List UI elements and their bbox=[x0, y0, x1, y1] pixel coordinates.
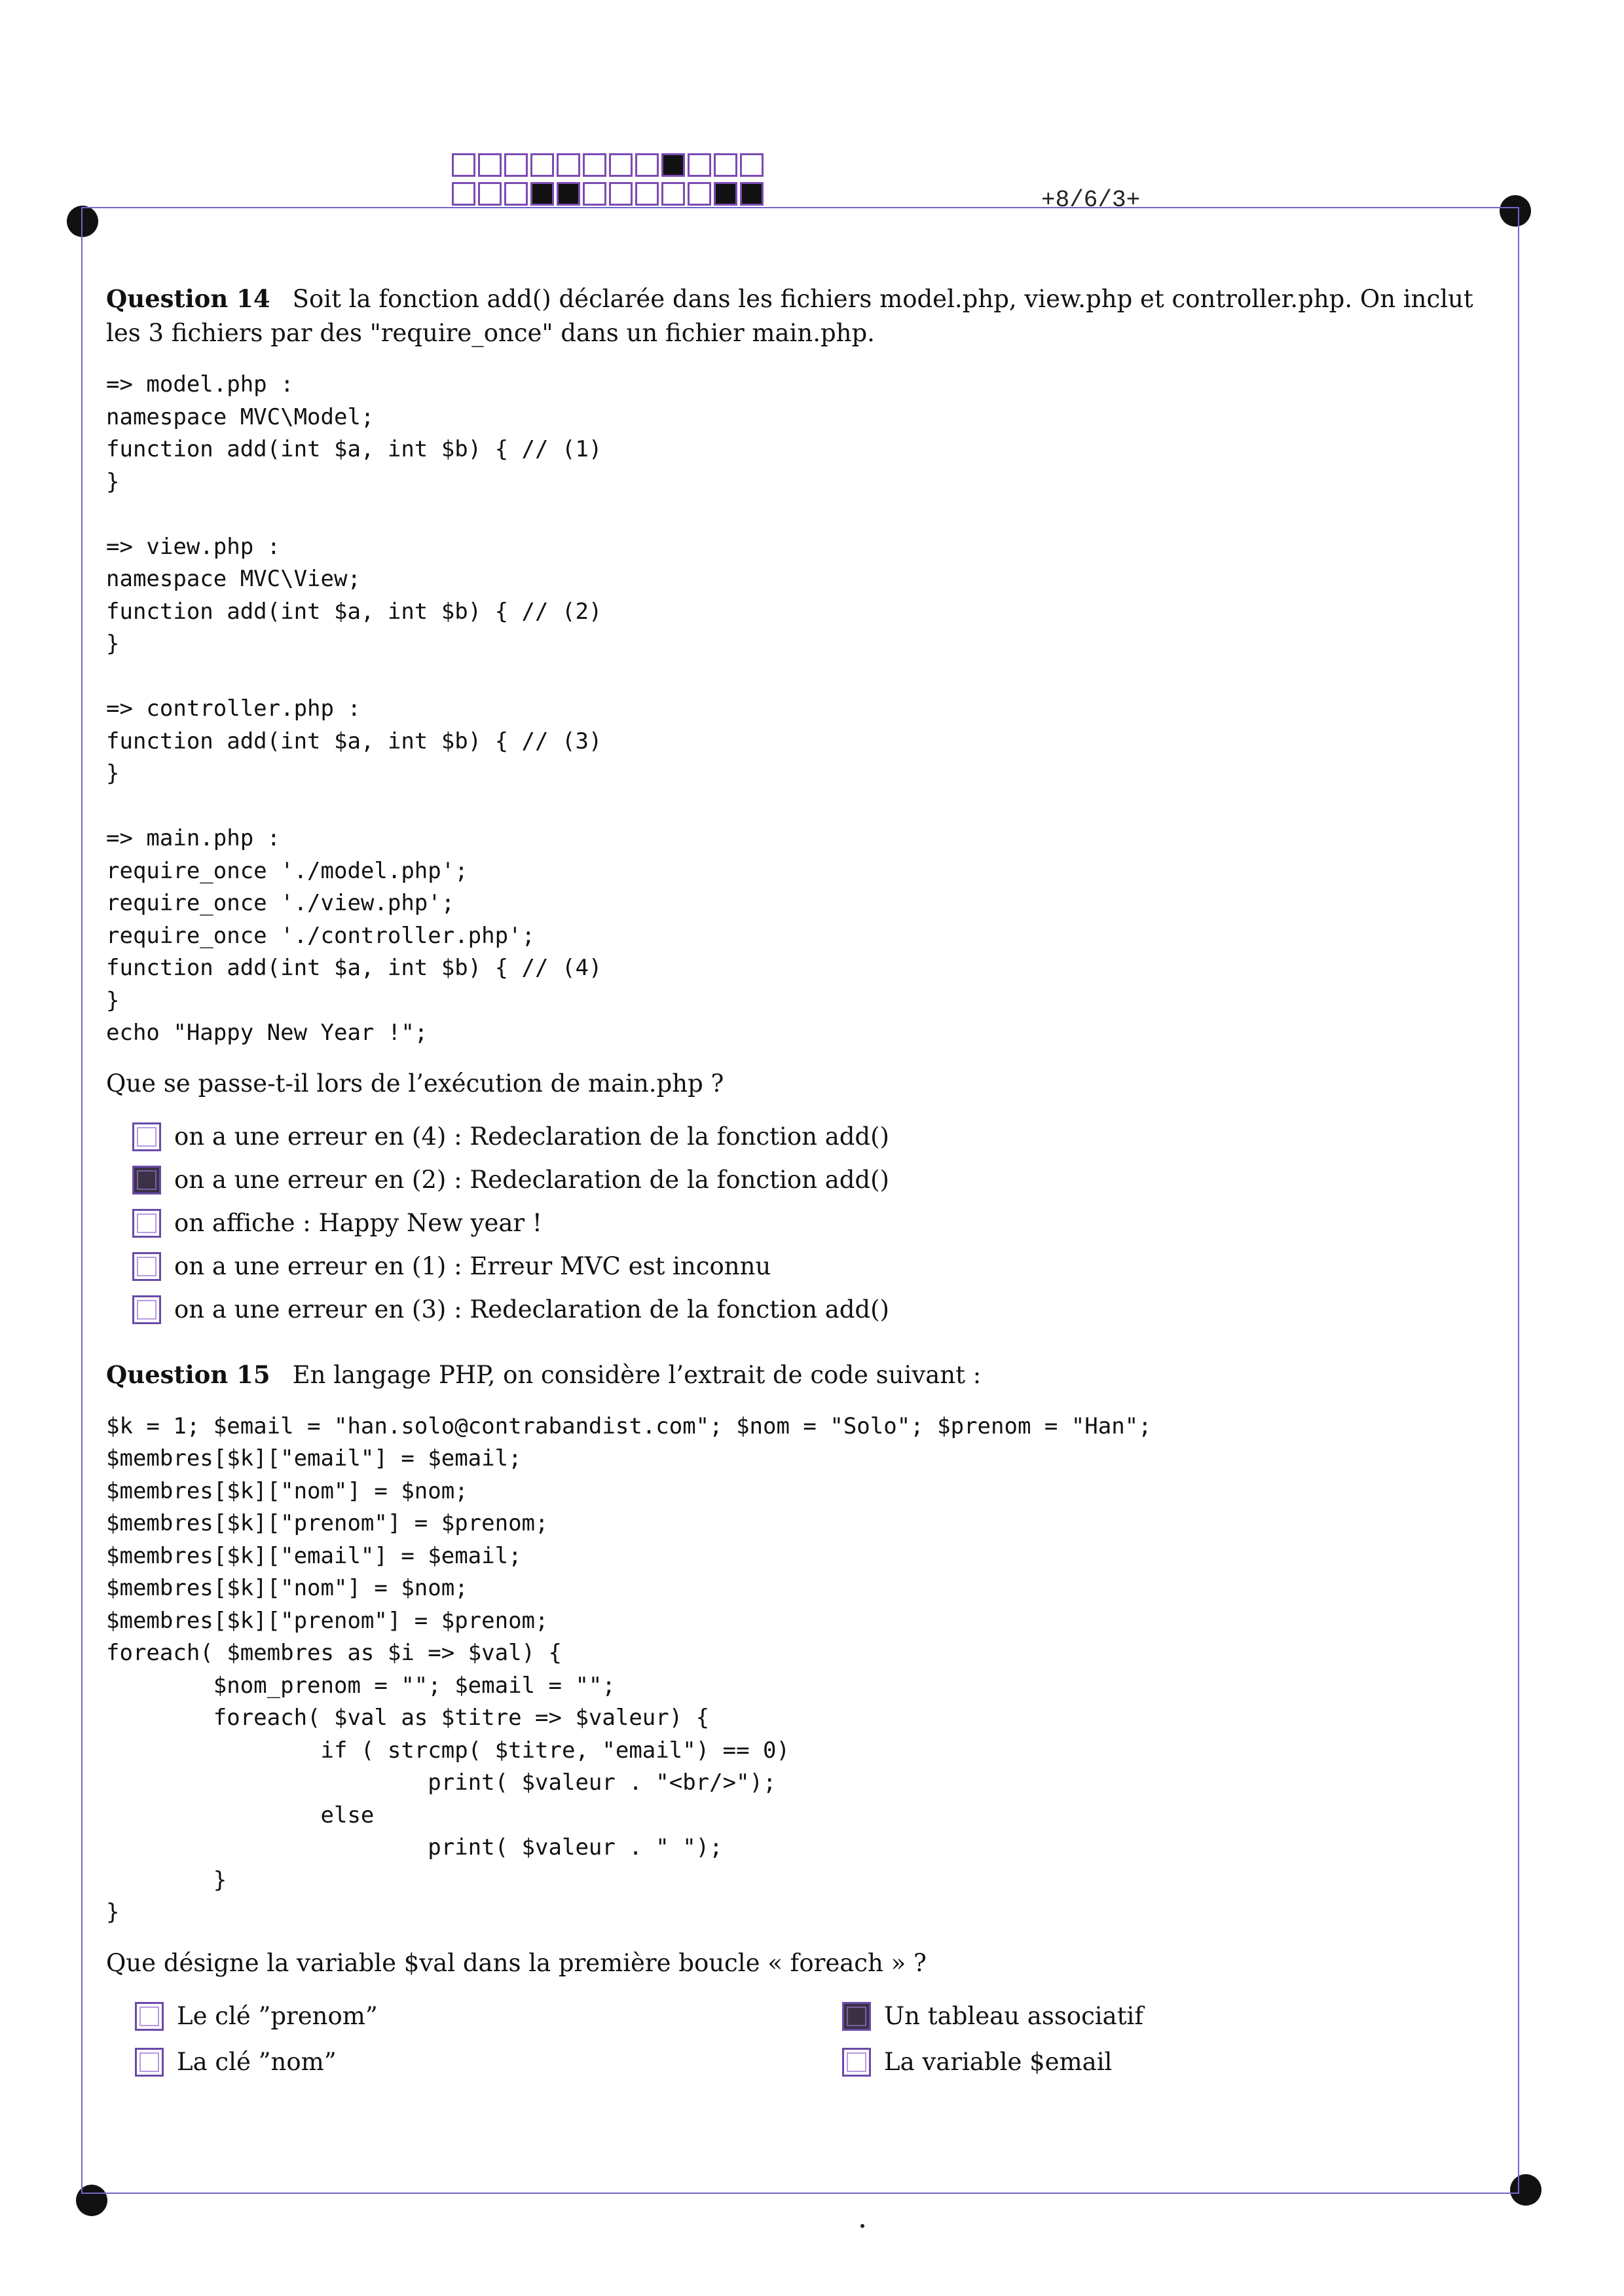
question-15-label: Question 15 bbox=[106, 1360, 270, 1389]
code-box bbox=[557, 182, 580, 206]
checkbox[interactable] bbox=[842, 2048, 871, 2077]
code-box bbox=[583, 182, 606, 206]
code-box bbox=[452, 182, 475, 206]
code-box bbox=[635, 153, 659, 177]
answer-label: on a une erreur en (1) : Erreur MVC est inconnu bbox=[174, 1252, 771, 1280]
scan-speck bbox=[860, 2224, 864, 2228]
checkbox[interactable] bbox=[132, 1122, 161, 1151]
checkbox[interactable] bbox=[132, 1209, 161, 1238]
code-box bbox=[714, 182, 737, 206]
q15-answer-3[interactable] bbox=[135, 2041, 842, 2084]
code-box bbox=[478, 153, 502, 177]
code-box bbox=[530, 182, 554, 206]
q14-answer-3[interactable] bbox=[132, 1202, 1494, 1245]
answer-label: La variable $email bbox=[884, 2048, 1113, 2076]
code-box bbox=[714, 153, 737, 177]
checkbox[interactable] bbox=[135, 2048, 164, 2077]
question-14 bbox=[106, 282, 1494, 1331]
code-box bbox=[478, 182, 502, 206]
checkbox[interactable] bbox=[132, 1252, 161, 1281]
q14-answer-2[interactable] bbox=[132, 1158, 1494, 1202]
question-14-answers bbox=[132, 1115, 1494, 1331]
code-box bbox=[740, 182, 764, 206]
question-14-text: Soit la fonction add() déclarée dans les fichiers model.php, view.php et controller.php. On inclut les 3 fichiers par des "require_once" dans un fichier main.php. bbox=[106, 285, 1473, 347]
code-box bbox=[740, 153, 764, 177]
q14-answer-1[interactable] bbox=[132, 1115, 1494, 1158]
question-15-code: $k = 1; $email = "han.solo@contrabandist.com"; $nom = "Solo"; $prenom = "Han"; $membres[$k]["email"] = $email; $membres[$k]["nom"] = $nom; $membres[$k]["prenom"] = $prenom; $membres[$k]["email"] = $email; $membres[$k]["nom"] = $nom; $membres[$k]["prenom"] = $prenom; foreach( $membres as $i => $val) { $nom_prenom = ""; $email = ""; foreach( $val as $titre => $valeur) { if ( strcmp( $titre, "email") == 0) print( $valeur . "<br/>"); else print( $valeur . " "); } } bbox=[106, 1413, 1152, 1925]
question-14-code: => model.php : namespace MVC\Model; function add(int $a, int $b) { // (1) } => view.php : namespace MVC\View; function add(int $a, int $b) { // (2) } => controller.php : function add(int $a, int $b) { // (3) } => main.php : require_once './model.php'; require_once './view.php'; require_once './controller.php'; function add(int $a, int $b) { // (4) } echo "Happy New Year !"; bbox=[106, 371, 602, 1046]
code-box bbox=[688, 153, 711, 177]
code-box bbox=[661, 182, 685, 206]
question-14-label: Question 14 bbox=[106, 284, 270, 313]
checkbox[interactable] bbox=[842, 2002, 871, 2031]
answer-label: Le clé ”prenom” bbox=[177, 2002, 378, 2030]
page-code-boxes bbox=[452, 153, 766, 211]
checkbox[interactable] bbox=[135, 2002, 164, 2031]
question-15-prompt: Que désigne la variable $val dans la première boucle « foreach » ? bbox=[106, 1948, 927, 1977]
q15-answer-2[interactable] bbox=[842, 1995, 1366, 2038]
code-box bbox=[530, 153, 554, 177]
question-15-answers bbox=[135, 1995, 1494, 2084]
q15-answer-4[interactable] bbox=[842, 2041, 1366, 2084]
answer-label: Un tableau associatif bbox=[884, 2002, 1144, 2030]
answer-label: La clé ”nom” bbox=[177, 2048, 337, 2076]
code-row-1 bbox=[452, 153, 766, 179]
q15-answer-1[interactable] bbox=[135, 1995, 842, 2038]
code-box bbox=[661, 153, 685, 177]
q14-answer-4[interactable] bbox=[132, 1245, 1494, 1288]
checkbox[interactable] bbox=[132, 1295, 161, 1324]
answer-label: on affiche : Happy New year ! bbox=[174, 1209, 542, 1237]
code-box bbox=[609, 182, 633, 206]
code-box bbox=[452, 153, 475, 177]
checkbox[interactable] bbox=[132, 1166, 161, 1194]
answer-label: on a une erreur en (2) : Redeclaration de la fonction add() bbox=[174, 1166, 889, 1194]
exam-content bbox=[106, 282, 1494, 2084]
code-box bbox=[504, 153, 528, 177]
code-box bbox=[583, 153, 606, 177]
code-box bbox=[504, 182, 528, 206]
question-14-statement bbox=[106, 282, 1494, 350]
page-id: +8/6/3+ bbox=[1041, 187, 1141, 213]
answer-label: on a une erreur en (3) : Redeclaration de la fonction add() bbox=[174, 1295, 889, 1324]
code-box bbox=[688, 182, 711, 206]
question-15 bbox=[106, 1358, 1494, 2084]
q14-answer-5[interactable] bbox=[132, 1288, 1494, 1331]
code-box bbox=[609, 153, 633, 177]
question-15-statement bbox=[106, 1358, 1494, 1392]
code-row-2 bbox=[452, 182, 766, 208]
question-15-text: En langage PHP, on considère l’extrait de code suivant : bbox=[292, 1360, 982, 1389]
answer-label: on a une erreur en (4) : Redeclaration de la fonction add() bbox=[174, 1122, 889, 1151]
code-box bbox=[557, 153, 580, 177]
question-14-prompt: Que se passe-t-il lors de l’exécution de main.php ? bbox=[106, 1069, 724, 1098]
code-box bbox=[635, 182, 659, 206]
